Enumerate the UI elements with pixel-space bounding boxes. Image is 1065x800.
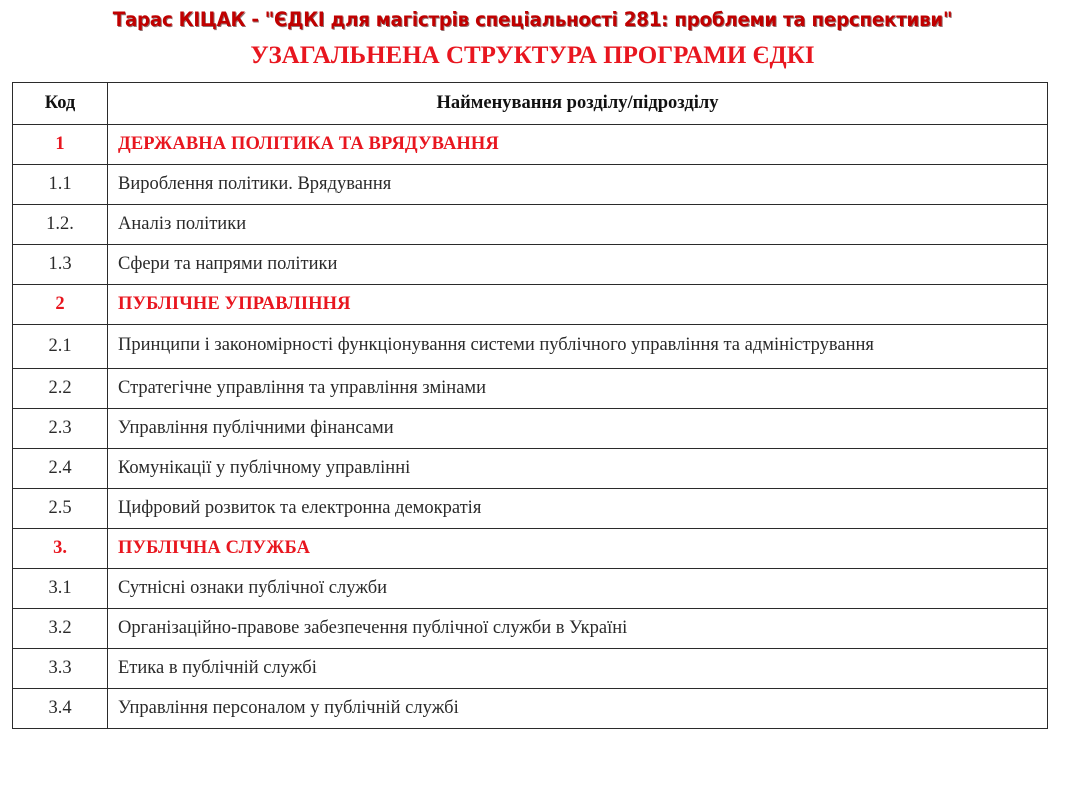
program-structure-table [12,82,1048,729]
cell-code: 3.3 [13,649,108,689]
table-row [13,205,1048,245]
cell-name: Вироблення політики. Врядування [108,165,1048,205]
cell-name: Цифровий розвиток та електронна демократія [108,489,1048,529]
table-row [13,285,1048,325]
cell-name: Організаційно-правове забезпечення публічної служби в Україні [108,609,1048,649]
table-row [13,165,1048,205]
cell-code: 3.2 [13,609,108,649]
cell-code: 1.2. [13,205,108,245]
table-row [13,649,1048,689]
cell-code: 2.5 [13,489,108,529]
table-row [13,245,1048,285]
table-row [13,529,1048,569]
table-row [13,125,1048,165]
cell-name: ПУБЛІЧНЕ УПРАВЛІННЯ [108,285,1048,325]
cell-name: Аналіз політики [108,205,1048,245]
cell-code: 2.1 [13,325,108,369]
cell-code: 2.2 [13,369,108,409]
cell-name: Стратегічне управління та управління змінами [108,369,1048,409]
cell-code: 2 [13,285,108,325]
cell-name: Управління публічними фінансами [108,409,1048,449]
cell-name: Принципи і закономірності функціонування системи публічного управління та адміністрування [108,325,1048,369]
cell-code: 2.4 [13,449,108,489]
cell-name: Сутнісні ознаки публічної служби [108,569,1048,609]
table-row [13,449,1048,489]
program-structure-table-wrapper [12,82,1047,729]
cell-code: 3.1 [13,569,108,609]
table-row [13,489,1048,529]
table-body [13,125,1048,729]
table-row [13,409,1048,449]
cell-name: ДЕРЖАВНА ПОЛІТИКА ТА ВРЯДУВАННЯ [108,125,1048,165]
table-row [13,369,1048,409]
table-row [13,689,1048,729]
page-title: УЗАГАЛЬНЕНА СТРУКТУРА ПРОГРАМИ ЄДКІ [250,42,815,69]
cell-code: 3.4 [13,689,108,729]
column-header-name: Найменування розділу/підрозділу [108,83,1048,125]
slide-title: Тарас КІЦАК - "ЄДКІ для магістрів спеціальності 281: проблеми та перспективи" [112,8,953,31]
cell-code: 1.1 [13,165,108,205]
table-row [13,609,1048,649]
table-row [13,325,1048,369]
cell-name: Сфери та напрями політики [108,245,1048,285]
cell-name: Етика в публічній службі [108,649,1048,689]
cell-code: 3. [13,529,108,569]
cell-code: 2.3 [13,409,108,449]
cell-code: 1.3 [13,245,108,285]
cell-name: ПУБЛІЧНА СЛУЖБА [108,529,1048,569]
cell-name: Комунікації у публічному управлінні [108,449,1048,489]
table-header-row [13,83,1048,125]
cell-name: Управління персоналом у публічній службі [108,689,1048,729]
table-header [13,83,1048,125]
cell-code: 1 [13,125,108,165]
table-row [13,569,1048,609]
column-header-code: Код [13,83,108,125]
